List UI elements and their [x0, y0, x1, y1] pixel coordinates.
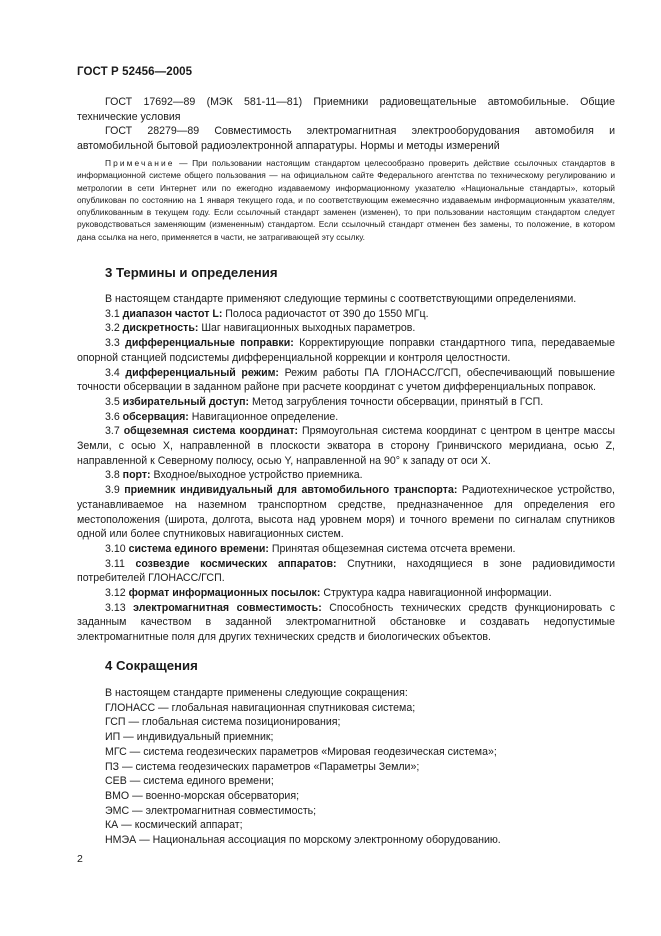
term-number: 3.8 — [105, 469, 123, 482]
term-item — [77, 321, 615, 336]
abbreviation-item: СЕВ — система единого времени; — [105, 775, 274, 788]
term-number: 3.6 — [105, 410, 123, 423]
term-number: 3.7 — [105, 425, 124, 438]
term-item — [77, 307, 615, 322]
term-definition: Корректирующие поправки стандартного типа, передаваемые опорной станцией подсистемы дифференциальной коррекции и контроля целостности. — [77, 337, 615, 364]
term-number: 3.11 — [105, 557, 136, 570]
term-name: избирательный доступ: — [122, 395, 250, 408]
term-item — [77, 395, 615, 410]
term-name: электромагнитная совместимость: — [133, 601, 322, 614]
term-number: 3.12 — [105, 587, 129, 600]
term-item — [77, 557, 615, 586]
term-definition: Способность технических средств функционировать с заданным качеством в заданной электромагнитной обстановке и создавать недопустимые электромагнитные поля для других технических средств и биологических объектов. — [77, 601, 615, 644]
abbreviation-item: КА — космический аппарат; — [105, 819, 243, 832]
term-number: 3.13 — [105, 601, 134, 614]
term-number: 3.3 — [105, 337, 126, 350]
term-definition: Навигационное определение. — [188, 410, 339, 423]
term-number: 3.1 — [105, 307, 123, 320]
term-item — [77, 586, 615, 601]
term-definition: Входное/выходное устройство приемника. — [150, 469, 363, 482]
abbreviation-item: ГЛОНАСС — глобальная навигационная спутниковая система; — [105, 701, 416, 714]
term-number: 3.2 — [105, 322, 123, 335]
term-name: порт: — [122, 469, 151, 482]
reference-item: ГОСТ 28279—89 Совместимость электромагнитная электрооборудования автомобиля и автомобильной бытовой радиоэлектронной аппаратуры. Нормы и методы измерений — [77, 125, 615, 153]
term-definition: Радиотехническое устройство, устанавливаемое на наземном транспортном средстве, предназначенное для определения его местоположения (широта, долгота, высота над уровнем моря) и точного времени по сигналам спутников одной или более спутниковых навигационных систем. — [77, 484, 615, 541]
abbreviation-item: ИП — индивидуальный приемник; — [105, 731, 274, 744]
term-number: 3.4 — [105, 366, 126, 379]
term-number: 3.9 — [105, 484, 125, 497]
term-definition: Метод загрубления точности обсервации, принятый в ГСП. — [249, 395, 544, 408]
term-name: диапазон частот L: — [122, 307, 223, 320]
term-definition: Шаг навигационных выходных параметров. — [198, 322, 416, 335]
section-intro: В настоящем стандарте применяют следующие термины с соответствующими определениями. — [105, 293, 577, 305]
term-name: приемник индивидуальный для автомобильного транспорта: — [124, 484, 458, 497]
term-item — [77, 601, 615, 645]
note-block — [77, 157, 615, 243]
term-name: формат информационных посылок: — [128, 587, 321, 600]
document-header: ГОСТ Р 52456—2005 — [77, 66, 193, 78]
abbreviation-item: ПЗ — система геодезических параметров «Параметры Земли»; — [105, 760, 420, 773]
term-name: дифференциальные поправки: — [125, 337, 294, 350]
term-name: дифференциальный режим: — [125, 366, 279, 379]
term-definition: Полоса радиочастот от 390 до 1550 МГц. — [222, 307, 429, 320]
term-definition: Принятая общеземная система отсчета времени. — [268, 542, 516, 555]
term-item — [77, 483, 615, 542]
page-number: 2 — [77, 853, 83, 865]
term-name: созвездие космических аппаратов: — [135, 557, 337, 570]
term-name: дискретность: — [122, 322, 199, 335]
term-number: 3.10 — [105, 542, 129, 555]
term-definition: Режим работы ПА ГЛОНАСС/ГСП, обеспечивающий повышение точности обсервации в заданном районе при расчете координат с учетом дифференциальных поправок. — [77, 366, 615, 394]
term-definition: Прямоугольная система координат с центром в центре массы Земли, с осью X, направленной в плоскости экватора в сторону Гринвичского меридиана, осью Z, направленной к Северному полюсу, осью Y, направленной на 90° к западу от оси X. — [77, 425, 615, 467]
term-item — [77, 542, 615, 557]
term-item — [77, 410, 615, 425]
term-item — [77, 366, 615, 395]
abbreviation-item: МГС — система геодезических параметров «Мировая геодезическая система»; — [105, 745, 497, 758]
terms-list — [77, 292, 615, 645]
abbreviation-item: ВМО — военно-морская обсерватория; — [105, 789, 300, 802]
term-item — [77, 424, 615, 468]
term-name: обсервация: — [122, 410, 189, 423]
normative-references — [77, 95, 615, 154]
abbreviation-item: НМЭА — Национальная ассоциация по морскому электронному оборудованию. — [105, 834, 501, 847]
term-item — [77, 468, 615, 483]
section-intro: В настоящем стандарте применены следующие сокращения: — [105, 687, 408, 699]
term-definition: Структура кадра навигационной информации. — [320, 587, 552, 600]
section-3-heading: 3 Термины и определения — [105, 265, 278, 280]
term-number: 3.5 — [105, 395, 123, 408]
term-item — [77, 336, 615, 365]
note-label: Примечание — [105, 158, 175, 168]
reference-item: ГОСТ 17692—89 (МЭК 581-11—81) Приемники радиовещательные автомобильные. Общие технические условия — [77, 96, 615, 123]
term-name: система единого времени: — [128, 542, 269, 555]
abbreviation-item: ЭМС — электромагнитная совместимость; — [105, 804, 317, 817]
abbreviation-item: ГСП — глобальная система позиционирования; — [105, 716, 341, 729]
section-4-heading: 4 Сокращения — [105, 658, 198, 673]
term-definition: Спутники, находящиеся в зоне радиовидимости потребителей ГЛОНАСС/ГСП. — [77, 557, 615, 585]
note-text: — При пользовании настоящим стандартом целесообразно проверить действие ссылочных стандартов в информационной системе общего пользования — на официальном сайте Федерального агентства по техническому регулированию и метрологии в сети Интернет или по ежегодно издаваемому информационному указателю «Национальные стандарты», который опубликован по состоянию на 1 января текущего года, и по соответствующим ежемесячно издаваемым информационным указателям, опубликованным в текущем году. Если ссылочный стандарт заменен (изменен), то при пользовании настоящим стандартом следует руководствоваться заменяющим (измененным) стандартом. Если ссылочный стандарт отменен без замены, то положение, в котором дана ссылка на него, применяется в части, не затрагивающей эту ссылку. — [77, 158, 615, 242]
term-name: общеземная система координат: — [123, 425, 299, 438]
abbreviations-list — [77, 686, 615, 848]
